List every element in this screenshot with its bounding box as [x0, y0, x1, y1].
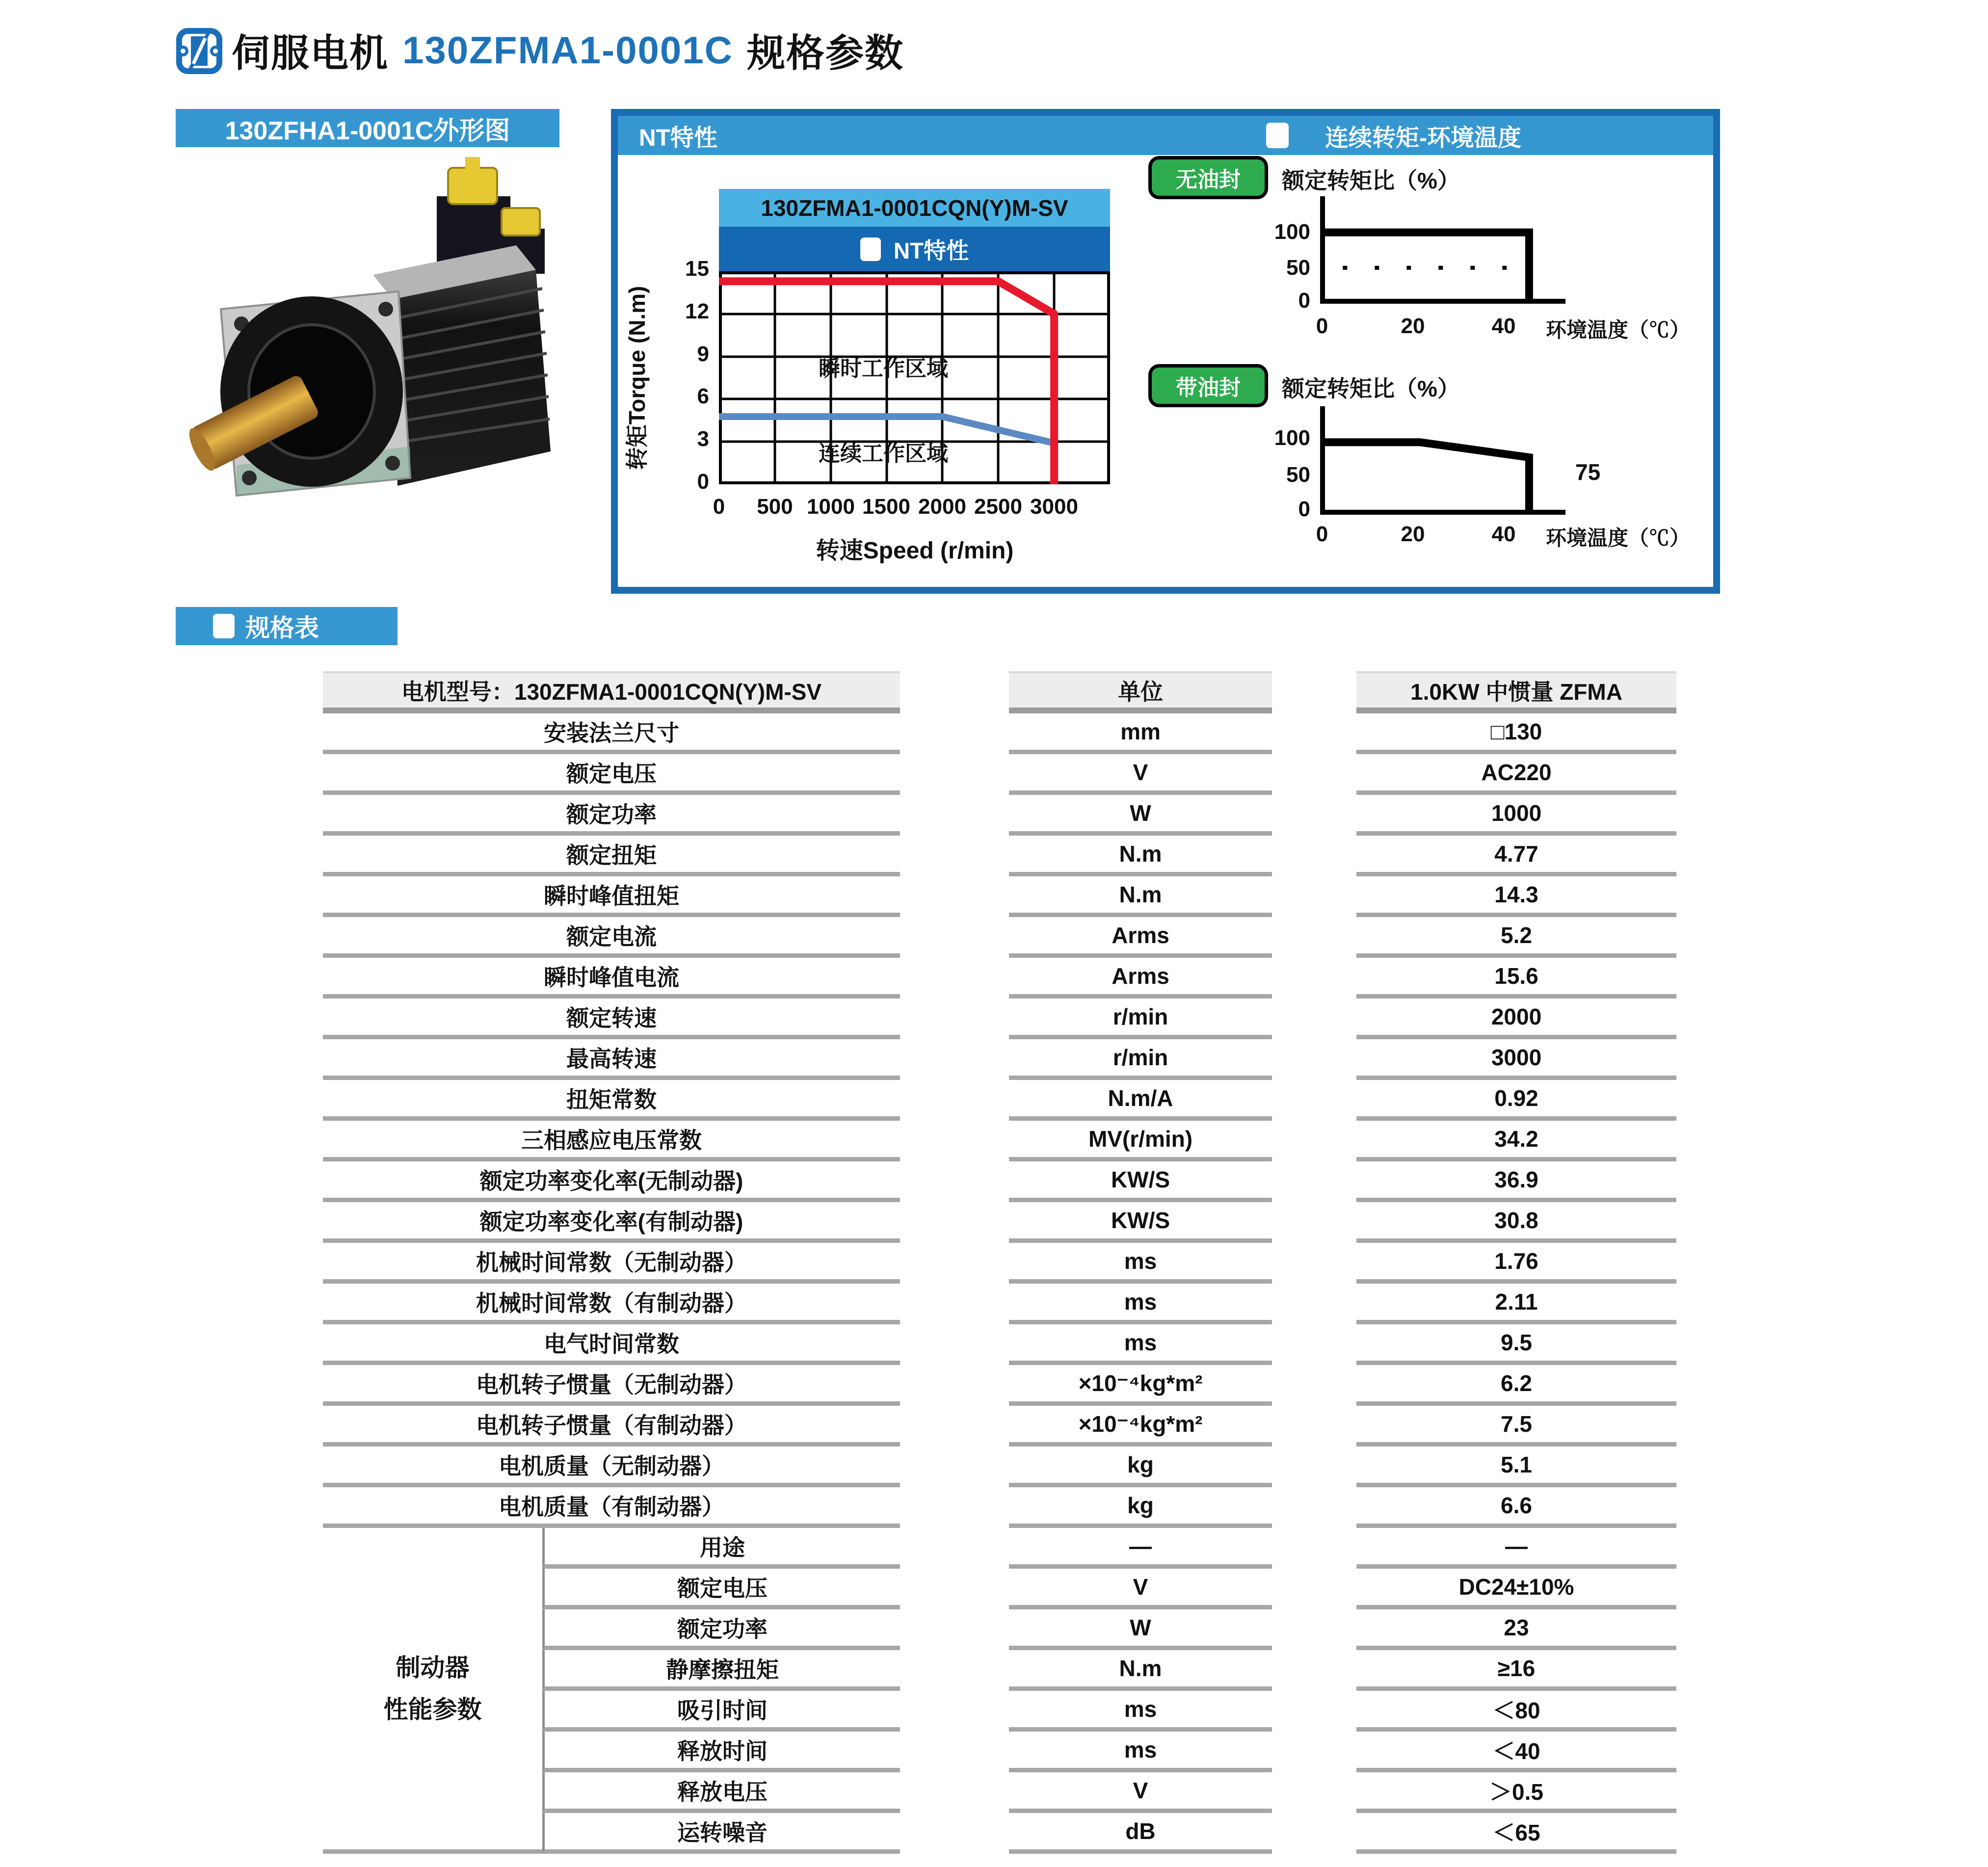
nt-y-axis-title-label: 转矩Torque (N.m) [624, 286, 650, 470]
nt-chart-title-label: 130ZFMA1-0001CQN(Y)M-SV [761, 195, 1068, 221]
spec-row-unit: KW/S [1009, 1202, 1272, 1243]
nt-xtick: 500 [757, 495, 793, 519]
panel-header-right [1325, 116, 1521, 155]
spec-row-unit: Arms [1009, 917, 1272, 958]
spec-row-label: 电气时间常数 [323, 1324, 900, 1365]
instant-region-label [741, 351, 1026, 382]
spec-row-label: 用途 [542, 1528, 900, 1569]
spec-row-unit: W [1009, 1609, 1272, 1650]
nt-ytick: 6 [697, 384, 709, 408]
spec-row-unit: ms [1009, 1243, 1272, 1284]
spec-row-label: 电机质量（有制动器） [323, 1487, 900, 1528]
page-title [232, 26, 904, 75]
nt-x-axis-title-label: 转速Speed (r/min) [816, 537, 1014, 564]
nt-xtick: 3000 [1030, 495, 1078, 519]
spec-row [323, 1284, 1677, 1324]
spec-row-unit: V [1009, 754, 1272, 795]
no-oil-seal-chart [1320, 196, 1565, 305]
spec-row [323, 1161, 1677, 1202]
spec-row-unit: KW/S [1009, 1161, 1272, 1202]
spec-row-label: 额定功率变化率(有制动器) [323, 1202, 900, 1243]
brake-group-label-line2: 性能参数 [383, 1695, 482, 1723]
with-oil-seal-ytick: 100 [1274, 426, 1310, 450]
spec-row-unit: ×10⁻⁴kg*m² [1009, 1365, 1272, 1406]
spec-row-unit: kg [1009, 1446, 1272, 1487]
spec-row-label: 额定电流 [323, 917, 900, 958]
brake-group-label-line1: 制动器 [396, 1654, 470, 1682]
spec-row-unit: dB [1009, 1813, 1272, 1854]
continuous-region-label [741, 436, 1026, 467]
no-oil-seal-badge-label: 无油封 [1176, 168, 1241, 192]
spec-row [323, 1202, 1677, 1243]
spec-row-value: 3000 [1356, 1039, 1676, 1080]
nt-ytick: 12 [685, 299, 709, 323]
spec-row-value: ＞0.5 [1356, 1772, 1676, 1813]
nt-xtick: 2000 [918, 495, 966, 519]
spec-row-unit: V [1009, 1772, 1272, 1813]
spec-row-label: 释放电压 [542, 1772, 900, 1813]
spec-row-unit: N.m [1009, 836, 1272, 876]
spec-row-value: DC24±10% [1356, 1569, 1676, 1609]
spec-row [323, 917, 1677, 958]
spec-banner [176, 607, 398, 645]
spec-row-value: ＜65 [1356, 1813, 1676, 1854]
with-oil-seal-annotation-text: 75 [1575, 459, 1601, 485]
spec-row-label: 运转噪音 [542, 1813, 900, 1854]
spec-row-unit: ms [1009, 1691, 1272, 1732]
nt-chart-subtitle [719, 227, 1110, 271]
instant-region-text: 瞬时工作区域 [819, 357, 948, 381]
spec-row-unit: ×10⁻⁴kg*m² [1009, 1406, 1272, 1446]
spec-row-value: AC220 [1356, 754, 1676, 795]
nt-xtick: 0 [713, 495, 725, 519]
page-title-model: 130ZFMA1-0001C [402, 28, 733, 72]
spec-row-value: 15.6 [1356, 958, 1676, 999]
spec-main-rows [323, 713, 1677, 1528]
spec-row-value: 23 [1356, 1609, 1676, 1650]
spec-row [323, 1243, 1677, 1284]
spec-row [323, 1121, 1677, 1161]
spec-row-label: 额定电压 [542, 1569, 900, 1609]
spec-row [323, 1691, 1677, 1732]
spec-header-series: 1.0KW 中惯量 ZFMA [1356, 671, 1676, 713]
spec-row-unit: — [1009, 1528, 1272, 1569]
spec-row-label: 静摩擦扭矩 [542, 1650, 900, 1691]
spec-row-unit: ms [1009, 1732, 1272, 1772]
spec-row-value: 5.1 [1356, 1446, 1676, 1487]
spec-row-unit: N.m [1009, 1650, 1272, 1691]
spec-table-header [323, 671, 1677, 713]
nt-chart-title [719, 189, 1110, 227]
brake-section [323, 1528, 1677, 1854]
with-oil-seal-xtick: 20 [1401, 522, 1425, 546]
panel-header-band [618, 116, 1713, 155]
no-oil-seal-ytick: 0 [1298, 289, 1310, 313]
spec-row-value: ＜80 [1356, 1691, 1676, 1732]
no-oil-seal-ytick: 50 [1286, 256, 1310, 280]
panel-header-left [639, 116, 717, 155]
spec-row [323, 1446, 1677, 1487]
panel-header-right-label: 连续转矩-环境温度 [1325, 125, 1521, 151]
nt-chart-subtitle-label: NT特性 [893, 237, 969, 263]
spec-row [323, 1528, 1677, 1569]
spec-row-value: 1.76 [1356, 1243, 1676, 1284]
spec-row-label: 额定功率变化率(无制动器) [323, 1161, 900, 1202]
spec-row [323, 1569, 1677, 1609]
nt-x-axis-title [768, 532, 1062, 564]
spec-row [323, 754, 1677, 795]
with-oil-seal-ytick: 0 [1298, 497, 1310, 521]
spec-row [323, 1080, 1677, 1121]
nt-ytick: 15 [685, 257, 709, 281]
spec-table [323, 671, 1677, 1854]
spec-row-label: 扭矩常数 [323, 1080, 900, 1121]
spec-row-label: 吸引时间 [542, 1691, 900, 1732]
spec-row-unit: N.m [1009, 876, 1272, 917]
with-oil-seal-ytick: 50 [1286, 463, 1310, 487]
spec-row [323, 1324, 1677, 1365]
spec-row-label: 三相感应电压常数 [323, 1121, 900, 1161]
spec-row-label: 机械时间常数（有制动器） [323, 1284, 900, 1324]
spec-row [323, 1365, 1677, 1406]
spec-row-unit: mm [1009, 713, 1272, 754]
spec-row-unit: kg [1009, 1487, 1272, 1528]
spec-header-model: 电机型号：130ZFMA1-0001CQN(Y)M-SV [323, 671, 900, 713]
with-oil-seal-badge [1148, 364, 1268, 407]
spec-row-value: — [1356, 1528, 1676, 1569]
spec-row-label: 机械时间常数（无制动器） [323, 1243, 900, 1284]
nt-xtick: 2500 [974, 495, 1022, 519]
spec-row-label: 瞬时峰值扭矩 [323, 876, 900, 917]
spec-row [323, 1772, 1677, 1813]
with-oil-seal-chart-label-text: 额定转矩比（%） [1282, 376, 1460, 401]
square-bullet-icon [1266, 123, 1289, 148]
spec-row-unit: W [1009, 795, 1272, 836]
spec-row [323, 1406, 1677, 1446]
spec-row [323, 1813, 1677, 1854]
with-oil-seal-chart-label [1282, 371, 1460, 403]
square-bullet-icon [213, 614, 235, 638]
servo-motor-logo-icon [176, 27, 223, 75]
no-oil-seal-xtick: 20 [1401, 314, 1425, 338]
spec-row [323, 1650, 1677, 1691]
spec-row-unit: ms [1009, 1324, 1272, 1365]
spec-row-value: 1000 [1356, 795, 1676, 836]
spec-row [323, 1609, 1677, 1650]
outline-banner [176, 109, 559, 147]
spec-brake-rows [323, 1528, 1677, 1854]
spec-row-value: 9.5 [1356, 1324, 1676, 1365]
spec-row-value: 14.3 [1356, 876, 1676, 917]
with-oil-seal-xtick: 40 [1491, 522, 1516, 546]
square-bullet-icon [860, 237, 881, 261]
spec-row-label: 额定功率 [323, 795, 900, 836]
spec-row-unit: Arms [1009, 958, 1272, 999]
spec-row [323, 876, 1677, 917]
spec-row-value: 36.9 [1356, 1161, 1676, 1202]
spec-row-unit: MV(r/min) [1009, 1121, 1272, 1161]
spec-row [323, 713, 1677, 754]
spec-row [323, 795, 1677, 836]
spec-row-value: 0.92 [1356, 1080, 1676, 1121]
outline-banner-label: 130ZFHA1-0001C外形图 [225, 116, 510, 145]
spec-row-value: 34.2 [1356, 1121, 1676, 1161]
no-oil-seal-x-axis-title-text: 环境温度（℃） [1546, 318, 1691, 342]
spec-row-label: 额定功率 [542, 1609, 900, 1650]
spec-row-value: 7.5 [1356, 1406, 1676, 1446]
with-oil-seal-x-axis-title [1546, 522, 1690, 552]
page-title-suffix: 规格参数 [746, 31, 904, 75]
continuous-region-text: 连续工作区域 [819, 442, 948, 466]
spec-row-unit: V [1009, 1569, 1272, 1609]
nt-ytick: 0 [697, 470, 709, 494]
no-oil-seal-chart-label-text: 额定转矩比（%） [1282, 168, 1460, 193]
nt-xtick: 1000 [807, 495, 855, 519]
spec-row [323, 958, 1677, 999]
spec-row [323, 1732, 1677, 1772]
nt-xtick: 1500 [862, 495, 910, 519]
spec-row-unit: ms [1009, 1284, 1272, 1324]
spec-row-value: ≥16 [1356, 1650, 1676, 1691]
nt-ytick: 3 [697, 427, 709, 451]
no-oil-seal-chart-label [1282, 163, 1460, 195]
spec-row [323, 999, 1677, 1039]
with-oil-seal-chart [1320, 406, 1565, 517]
spec-row-value: 5.2 [1356, 917, 1676, 958]
spec-row-value: 30.8 [1356, 1202, 1676, 1243]
spec-row-label: 释放时间 [542, 1732, 900, 1772]
spec-row-label: 额定转速 [323, 999, 900, 1039]
spec-row-label: 最高转速 [323, 1039, 900, 1080]
motor-photo [162, 151, 569, 559]
nt-ytick: 9 [697, 342, 709, 366]
spec-row-unit: N.m/A [1009, 1080, 1272, 1121]
no-oil-seal-ytick: 100 [1274, 220, 1310, 244]
spec-row-value: 2.11 [1356, 1284, 1676, 1324]
spec-row-label: 额定扭矩 [323, 836, 900, 876]
with-oil-seal-xtick: 0 [1316, 522, 1328, 546]
with-oil-seal-annotation [1575, 459, 1600, 485]
spec-row [323, 1039, 1677, 1080]
spec-row-value: 6.6 [1356, 1487, 1676, 1528]
spec-row-label: 瞬时峰值电流 [323, 958, 900, 999]
spec-row-unit: r/min [1009, 999, 1272, 1039]
spec-row-value: 6.2 [1356, 1365, 1676, 1406]
with-oil-seal-badge-label: 带油封 [1176, 376, 1241, 400]
spec-row-unit: r/min [1009, 1039, 1272, 1080]
no-oil-seal-xtick: 40 [1491, 314, 1516, 338]
spec-row [323, 1487, 1677, 1528]
spec-row-label: 电机转子惯量（无制动器） [323, 1365, 900, 1406]
spec-header-unit: 单位 [1009, 671, 1272, 713]
with-oil-seal-curve [1320, 442, 1529, 514]
no-oil-seal-x-axis-title [1546, 314, 1690, 343]
no-oil-seal-xtick: 0 [1316, 314, 1328, 338]
spec-row-label: 安装法兰尺寸 [323, 713, 900, 754]
nt-y-axis-title [619, 271, 656, 484]
spec-row-value: 2000 [1356, 999, 1676, 1039]
spec-row [323, 836, 1677, 876]
spec-banner-label: 规格表 [245, 614, 319, 642]
spec-row-value: □130 [1356, 713, 1676, 754]
spec-row-label: 电机转子惯量（有制动器） [323, 1406, 900, 1446]
page-title-prefix: 伺服电机 [232, 31, 389, 75]
spec-row-value: 4.77 [1356, 836, 1676, 876]
no-oil-seal-badge [1148, 156, 1268, 199]
with-oil-seal-x-axis-title-text: 环境温度（℃） [1546, 526, 1691, 550]
no-oil-seal-curve [1320, 233, 1529, 303]
panel-header-left-label: NT特性 [639, 125, 717, 151]
spec-row-label: 额定电压 [323, 754, 900, 795]
spec-row-label: 电机质量（无制动器） [323, 1446, 900, 1487]
spec-row-value: ＜40 [1356, 1732, 1676, 1772]
